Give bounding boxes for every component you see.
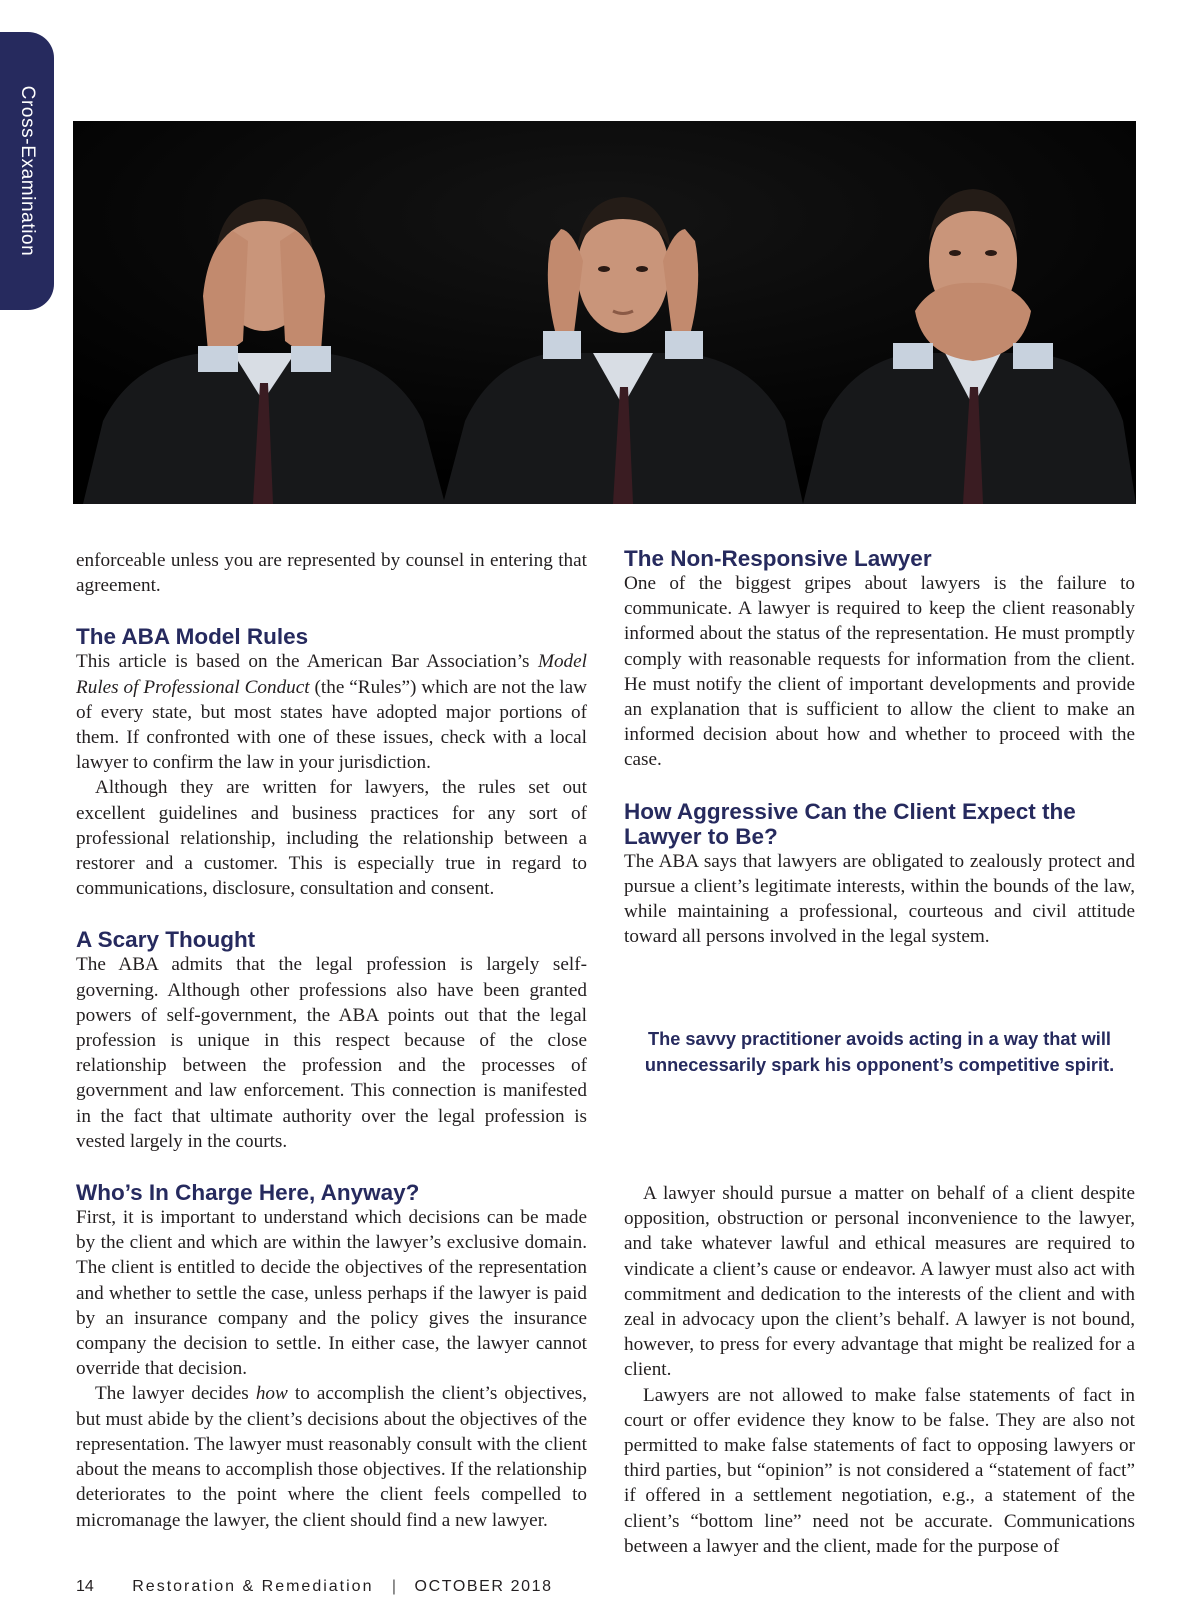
pull-quote: The savvy practitioner avoids acting in a way that will unnecessarily spark his opponent’s competitive spirit. [644, 1029, 1115, 1075]
magazine-name: Restoration & Remediation [132, 1578, 374, 1595]
aba-guidelines-paragraph: Although they are written for lawyers, the rules set out excellent guidelines and business practices for any sort of professional relationship, including the relationship between a restorer and a customer. This is especially true in regard to communications, disclosure, consultation and consent. [76, 777, 587, 900]
footer-separator: | [391, 1578, 397, 1595]
aba-model-rules-paragraph: This article is based on the American Bar Association’s Model Rules of Professional Conduct (the “Rules”) which are not the law of every state, but most states have adopted major portions of them. If confronted with one of these issues, check with a local lawyer to confirm the law in your jurisdiction. [76, 651, 587, 774]
intro-paragraph: enforceable unless you are represented by counsel in entering that agreement. [76, 550, 587, 597]
right-column-top [624, 546, 1135, 949]
non-responsive-heading: The Non-Responsive Lawyer [624, 546, 932, 571]
scary-thought-paragraph: The ABA admits that the legal profession is largely self-governing. Although other professions also have been granted powers of self-government, the ABA points out that the legal profession is unique in this respect because of the close relationship between the profession and the processes of government and law enforcement. This connection is manifested in the fact that ultimate authority over the legal profession is vested largely in the courts. [76, 954, 587, 1152]
page-number: 14 [76, 1578, 94, 1595]
left-column [76, 548, 587, 1533]
right-column-bottom [624, 1181, 1135, 1559]
aggressive-heading: How Aggressive Can the Client Expect the Lawyer to Be? [624, 798, 1076, 849]
whos-in-charge-heading: Who’s In Charge Here, Anyway? [76, 1180, 420, 1206]
issue-date: OCTOBER 2018 [414, 1578, 553, 1595]
section-tab [0, 32, 54, 310]
page-footer [76, 1578, 553, 1596]
non-responsive-paragraph: One of the biggest gripes about lawyers is the failure to communicate. A lawyer is required to keep the client reasonably informed about the status of the representation. He must promptly comply with reasonable requests for information from the client. He must notify the client of important developments and provide an explanation that is sufficient to allow the client to make an informed decision about how and whether to proceed with the case. [624, 573, 1135, 771]
three-men-see-hear-speak-no-evil-photo [73, 121, 1136, 504]
lawyer-decides-paragraph: The lawyer decides how to accomplish the client’s objectives, but must abide by the client’s decisions about the objectives of the representation. The lawyer must reasonably consult with the client about the means to accomplish those objectives. If the relationship deteriorates to the point where the client feels compelled to micromanage the lawyer, the client should find a new lawyer. [76, 1383, 587, 1531]
whos-in-charge-paragraph: First, it is important to understand which decisions can be made by the client and which are within the lawyer’s exclusive domain. The client is entitled to decide the objectives of the representation and whether to settle the case, unless perhaps if the lawyer is paid by an insurance company and the policy gives the insurance company the decision to settle. In either case, the lawyer cannot override that decision. [76, 1207, 587, 1380]
scary-thought-heading: A Scary Thought [76, 927, 256, 953]
pursue-despite-paragraph: A lawyer should pursue a matter on behalf of a client despite opposition, obstruction or personal inconvenience to the lawyer, and take whatever lawful and ethical measures are required to vindicate a client’s cause or endeavor. A lawyer must also act with commitment and dedication to the interests of the client and with zeal in advocacy upon the client’s behalf. A lawyer is not bound, however, to press for every advantage that might be realized for a client. [624, 1183, 1135, 1381]
aggressive-paragraph: The ABA says that lawyers are obligated to zealously protect and pursue a client’s legitimate interests, within the bounds of the law, while maintaining a professional, courteous and civil attitude toward all persons involved in the legal system. [624, 850, 1135, 948]
aba-model-rules-heading: The ABA Model Rules [76, 624, 309, 650]
section-tab-label: Cross-Examination [17, 85, 38, 257]
false-statements-paragraph: Lawyers are not allowed to make false statements of fact in court or offer evidence they know to be false. They are also not permitted to make false statements of fact to opposing lawyers or third parties, but “opinion” is not considered a “statement of fact” if offered in a settlement negotiation, e.g., a statement of the client’s “bottom line” need not be accurate. Communications between a lawyer and the client, made for the purpose of [624, 1384, 1135, 1557]
